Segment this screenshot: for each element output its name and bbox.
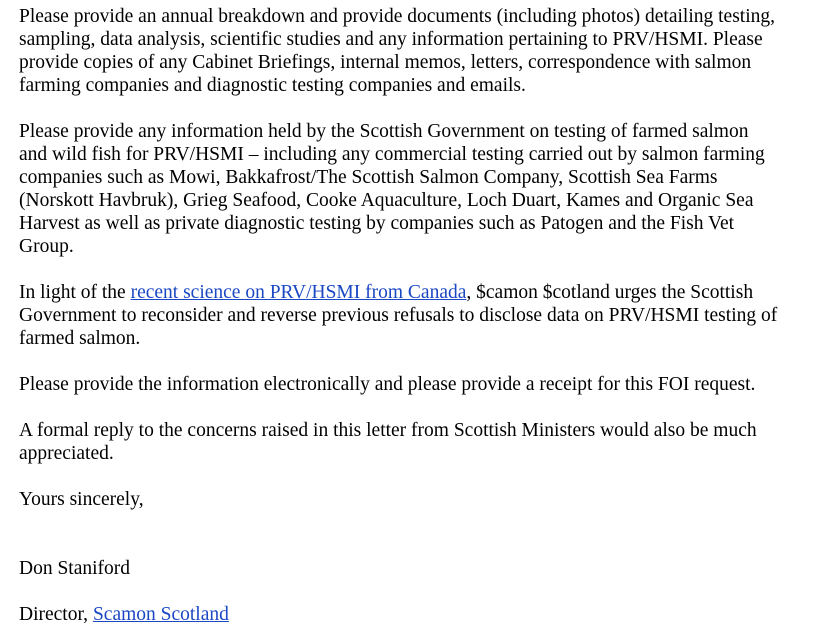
text-line: Harvest as well as private diagnostic testing by companies such as Patogen and the Fish Vet <box>19 213 735 234</box>
paragraph-electronic-receipt <box>19 373 790 396</box>
text-line: farming companies and diagnostic testing companies and emails. <box>19 75 526 96</box>
closing-salutation <box>19 488 790 511</box>
text-fragment: , $camon $cotland urges the Scottish <box>466 282 754 303</box>
text-fragment: In light of the <box>19 282 131 303</box>
paragraph-request-documents <box>19 5 790 97</box>
text-line: appreciated. <box>19 443 114 464</box>
text-line: Please provide any information held by the Scottish Government on testing of farmed salmon <box>19 121 749 142</box>
text-fragment: Director, <box>19 604 93 625</box>
text-line <box>19 281 790 304</box>
paragraph-request-testing-info <box>19 120 790 258</box>
text-line <box>19 603 790 626</box>
text-line: sampling, data analysis, scientific studies and any information pertaining to PRV/HSMI. Please <box>19 29 763 50</box>
text-line: A formal reply to the concerns raised in this letter from Scottish Ministers would also be much <box>19 420 757 441</box>
text-line: Please provide an annual breakdown and provide documents (including photos) detailing testing, <box>19 6 775 27</box>
text-line: Yours sincerely, <box>19 489 144 510</box>
paragraph-formal-reply <box>19 419 790 465</box>
signature-title <box>19 603 790 626</box>
paragraph-canada-science <box>19 281 790 350</box>
text-line: provide copies of any Cabinet Briefings, internal memos, letters, correspondence with salmon <box>19 52 752 73</box>
text-line: Government to reconsider and reverse previous refusals to disclose data on PRV/HSMI testing of <box>19 305 778 326</box>
text-line: Group. <box>19 236 74 257</box>
scamon-scotland-link[interactable]: Scamon Scotland <box>92 604 229 625</box>
signature-name <box>19 557 790 580</box>
canada-science-link[interactable]: recent science on PRV/HSMI from Canada <box>130 282 467 303</box>
text-line: farmed salmon. <box>19 328 141 349</box>
text-line: and wild fish for PRV/HSMI – including any commercial testing carried out by salmon farming <box>19 144 765 165</box>
text-line: (Norskott Havbruk), Grieg Seafood, Cooke Aquaculture, Loch Duart, Kames and Organic Sea <box>19 190 754 211</box>
text-line: Don Staniford <box>19 558 131 579</box>
text-line: Please provide the information electronically and please provide a receipt for this FOI request. <box>19 374 756 395</box>
text-line: companies such as Mowi, Bakkafrost/The Scottish Salmon Company, Scottish Sea Farms <box>19 167 718 188</box>
